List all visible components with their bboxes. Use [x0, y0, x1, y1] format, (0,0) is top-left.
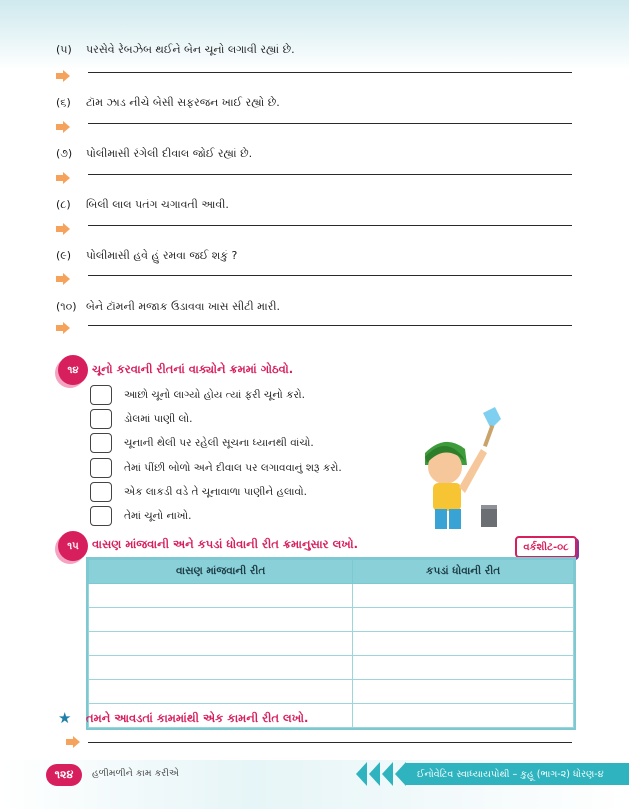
sentence-9: (૯) પોલીમાસી હવે હું રમવા જઈ શકું ?	[56, 249, 238, 262]
step-row: ચૂનાની થેલી પર રહેલી સૂચના ધ્યાનથી વાંચો.	[90, 433, 314, 453]
section-15-badge: ૧૫	[58, 531, 88, 561]
table-row	[89, 680, 574, 704]
arrow-icon	[56, 172, 70, 184]
chevron-decoration	[356, 762, 406, 786]
answer-line-star[interactable]	[88, 742, 572, 743]
answer-line-9[interactable]	[88, 275, 572, 276]
chevron-left-icon	[382, 762, 393, 786]
sentence-10: (૧૦) બેને ટૉમની મજાક ઉડાવવા ખાસ સીટી મારી.	[56, 300, 280, 313]
sentence-8: (૮) બિલી લાલ પતંગ ચગાવતી આવી.	[56, 198, 229, 211]
steps-table	[86, 557, 576, 730]
star-icon: ★	[58, 709, 72, 727]
table-row	[89, 632, 574, 656]
arrow-icon	[66, 736, 80, 748]
section-14-title: ચૂનો કરવાની રીતનાં વાક્યોને ક્રમમાં ગોઠવો.	[92, 362, 294, 376]
section-15-title: વાસણ માંજવાની અને કપડાં ધોવાની રીત ક્રમાનુસાર લખો.	[92, 537, 358, 551]
answer-line-10[interactable]	[88, 325, 572, 326]
answer-line-5[interactable]	[88, 72, 572, 73]
worksheet-tag: વર્કશીટ-૦૮	[515, 536, 577, 558]
star-task-title: તમને આવડતાં કામમાંથી એક કામની રીત લખો.	[86, 711, 309, 725]
table-row	[89, 656, 574, 680]
sentence-6: (૬) ટૉમ ઝાડ નીચે બેસી સફરજન ખાઈ રહ્યો છે.	[56, 96, 280, 109]
step-row: તેમાં ચૂનો નાખો.	[90, 506, 191, 526]
order-box[interactable]	[90, 433, 112, 453]
arrow-icon	[56, 322, 70, 334]
step-row: આછો ચૂનો લાગ્યો હોય ત્યાં ફરી ચૂનો કરો.	[90, 385, 305, 405]
order-box[interactable]	[90, 409, 112, 429]
footer-book-title: ઈનોવેટિવ સ્વાધ્યાયપોથી – કુહૂ (ભાગ-૨) ધોરણ-૪	[405, 763, 629, 785]
table-row	[89, 584, 574, 608]
order-box[interactable]	[90, 482, 112, 502]
sentence-7: (૭) પોલીમાસી રંગેલી દીવાલ જોઈ રહ્યાં છે.	[56, 147, 253, 160]
order-box[interactable]	[90, 385, 112, 405]
answer-line-7[interactable]	[88, 174, 572, 175]
table-header-utensils: વાસણ માંજવાની રીત	[89, 560, 353, 584]
answer-line-6[interactable]	[88, 123, 572, 124]
step-row: તેમાં પીંછી બોળો અને દીવાલ પર લગાવવાનું શરૂ કરો.	[90, 458, 342, 478]
header-decoration	[0, 0, 629, 70]
table-header-clothes: કપડાં ધોવાની રીત	[353, 560, 574, 584]
child-painting-illustration	[395, 405, 515, 535]
answer-line-8[interactable]	[88, 225, 572, 226]
arrow-icon	[56, 223, 70, 235]
section-14-badge: ૧૪	[58, 355, 88, 385]
order-box[interactable]	[90, 458, 112, 478]
arrow-icon	[56, 70, 70, 82]
chevron-left-icon	[369, 762, 380, 786]
arrow-icon	[56, 273, 70, 285]
arrow-icon	[56, 121, 70, 133]
footer-left-text: હળીમળીને કામ કરીએ	[92, 768, 179, 779]
step-row: એક લાકડી વડે તે ચૂનાવાળા પાણીને હલાવો.	[90, 482, 307, 502]
sentence-5: (૫) પરસેવે રેબઝેબ થઈને બેન ચૂનો લગાવી રહ્યાં છે.	[56, 43, 295, 56]
step-row: ડોલમાં પાણી લો.	[90, 409, 192, 429]
table-row	[89, 608, 574, 632]
page-number: ૧૨૪	[46, 764, 82, 786]
chevron-left-icon	[356, 762, 367, 786]
order-box[interactable]	[90, 506, 112, 526]
